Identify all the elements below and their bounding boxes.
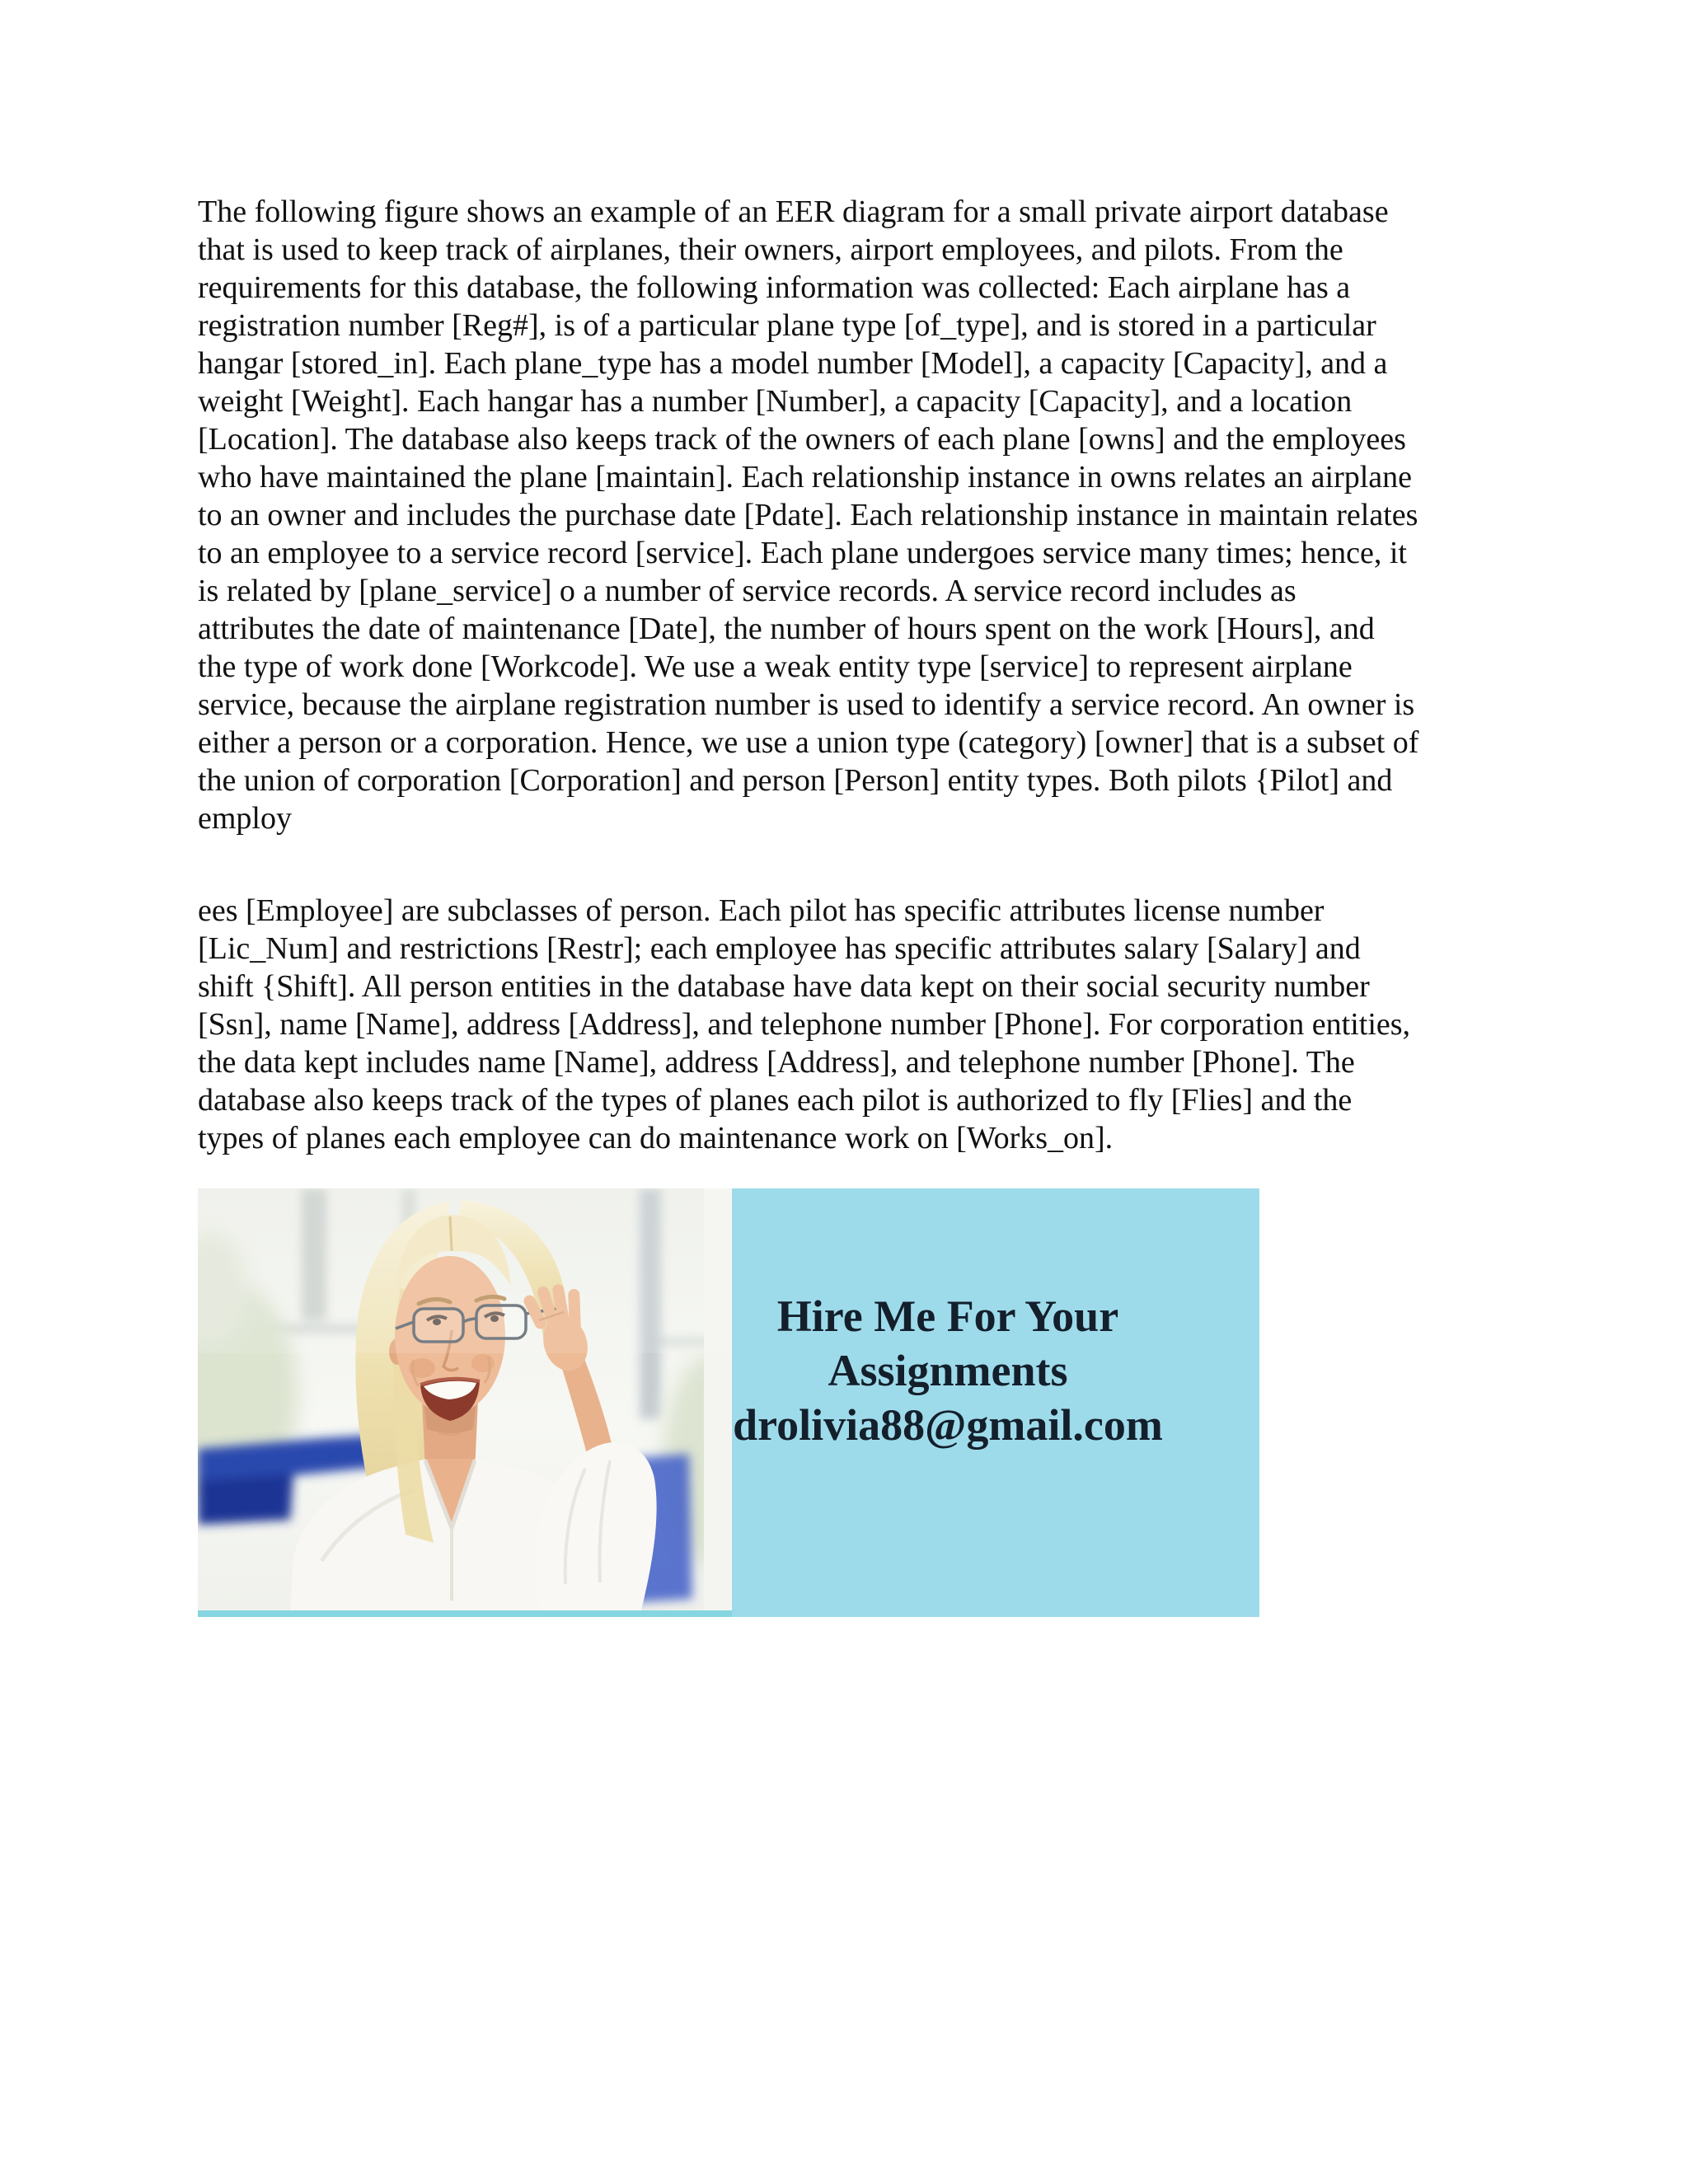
text-line: registration number [Reg#], is of a particular plane type [of_type], and is stored in a particular [198,308,1376,343]
text-line: service, because the airplane registration number is used to identify a service record. An owner is [198,687,1415,722]
text-line: weight [Weight]. Each hangar has a number [Number], a capacity [Capacity], and a location [198,384,1353,419]
text-line: hangar [stored_in]. Each plane_type has a model number [Model], a capacity [Capacity], and a [198,346,1388,381]
text-line: either a person or a corporation. Hence, we use a union type (category) [owner] that is a subset of [198,725,1419,760]
text-line: [Ssn], name [Name], address [Address], and telephone number [Phone]. For corporation entities, [198,1007,1411,1042]
text-line: database also keeps track of the types of planes each pilot is authorized to fly [Flies] and the [198,1083,1353,1118]
text-line: types of planes each employee can do maintenance work on [Works_on]. [198,1121,1114,1155]
text-line: The following figure shows an example of an EER diagram for a small private airport database [198,194,1389,229]
text-line: that is used to keep track of airplanes, their owners, airport employees, and pilots. From the [198,232,1343,267]
promo-panel [732,1188,1259,1617]
promo-text [732,1289,1164,1452]
text-line: [Lic_Num] and restrictions [Restr]; each employee has specific attributes salary [Salary] and [198,931,1361,966]
document-body [198,193,1615,1617]
woman-photo [198,1188,732,1610]
text-line: attributes the date of maintenance [Date], the number of hours spent on the work [Hours], and [198,612,1375,646]
text-line: employ [198,801,292,836]
text-line: the union of corporation [Corporation] and person [Person] entity types. Both pilots {Pilot] and [198,763,1393,798]
paragraph-2 [198,892,1615,1157]
promo-line-2: Assignments [828,1346,1068,1395]
promo-line-1: Hire Me For Your [776,1291,1119,1341]
promo-email: drolivia88@gmail.com [733,1400,1163,1450]
promo-banner [198,1188,1259,1617]
text-line: the data kept includes name [Name], address [Address], and telephone number [Phone]. The [198,1045,1355,1080]
text-line: shift {Shift]. All person entities in the database have data kept on their social security number [198,969,1370,1004]
text-line: the type of work done [Workcode]. We use a weak entity type [service] to represent airplane [198,649,1353,684]
text-line: to an employee to a service record [service]. Each plane undergoes service many times; hence, it [198,536,1407,570]
text-line: who have maintained the plane [maintain]. Each relationship instance in owns relates an airplane [198,460,1413,494]
text-line: ees [Employee] are subclasses of person. Each pilot has specific attributes license number [198,893,1325,928]
paragraph-1 [198,193,1615,837]
text-line: to an owner and includes the purchase date [Pdate]. Each relationship instance in maintain relates [198,498,1418,532]
text-line: [Location]. The database also keeps track of the owners of each plane [owns] and the employees [198,422,1406,457]
text-line: is related by [plane_service] o a number of service records. A service record includes as [198,574,1296,608]
photo-bottom-strip [198,1610,732,1617]
text-line: requirements for this database, the following information was collected: Each airplane has a [198,270,1351,305]
photo-column [198,1188,732,1617]
